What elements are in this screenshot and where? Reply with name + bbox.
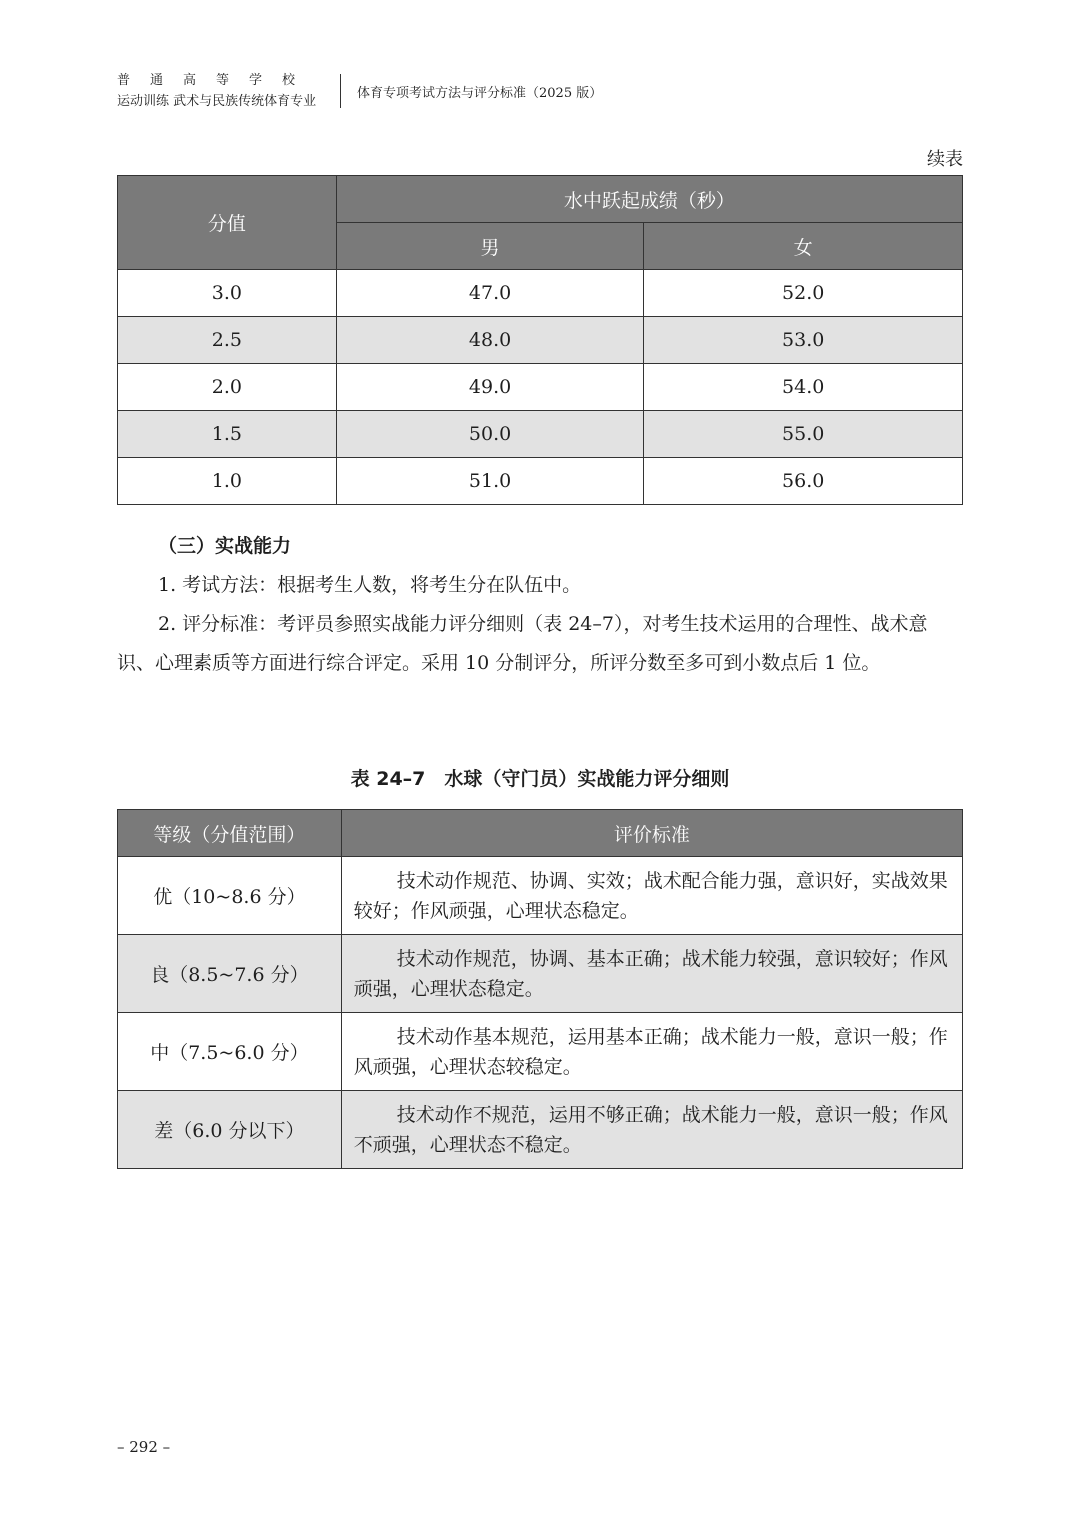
male-cell: 48.0 <box>336 317 644 364</box>
header-major: 运动训练 武术与民族传统体育专业 <box>117 94 317 109</box>
table-row <box>118 1013 963 1091</box>
score-cell: 3.0 <box>118 270 337 317</box>
male-cell: 50.0 <box>336 411 644 458</box>
criteria-cell: 技术动作基本规范，运用基本正确；战术能力一般，意识一般；作风顽强，心理状态较稳定。 <box>341 1013 962 1091</box>
paragraph-criteria: 2. 评分标准：考评员参照实战能力评分细则（表 24–7），对考生技术运用的合理性、战术意识、心理素质等方面进行综合评定。采用 10 分制评分，所评分数至多可到小数点后 1 位。 <box>117 613 928 674</box>
male-cell: 49.0 <box>336 364 644 411</box>
criteria-cell: 技术动作不规范，运用不够正确；战术能力一般，意识一般；作风不顽强，心理状态不稳定。 <box>341 1091 962 1169</box>
female-cell: 54.0 <box>644 364 963 411</box>
col-male-header: 男 <box>336 223 644 270</box>
col-group-header: 水中跃起成绩（秒） <box>336 176 962 223</box>
header-divider <box>340 74 341 108</box>
paragraph-method: 1. 考试方法：根据考生人数，将考生分在队伍中。 <box>158 574 582 596</box>
male-cell: 51.0 <box>336 458 644 505</box>
criteria-cell: 技术动作规范，协调、基本正确；战术能力较强，意识较好；作风顽强，心理状态稳定。 <box>341 935 962 1013</box>
table-row <box>118 270 963 317</box>
score-cell: 1.5 <box>118 411 337 458</box>
table-row <box>118 317 963 364</box>
grade-cell: 中（7.5~6.0 分） <box>118 1013 342 1091</box>
continued-label: 续表 <box>927 149 963 170</box>
criteria-cell: 技术动作规范、协调、实效；战术配合能力强，意识好，实战效果较好；作风顽强，心理状态稳定。 <box>341 857 962 935</box>
grade-cell: 优（10~8.6 分） <box>118 857 342 935</box>
table-row <box>118 935 963 1013</box>
table-row <box>118 458 963 505</box>
table-row <box>118 411 963 458</box>
score-cell: 2.5 <box>118 317 337 364</box>
col-score-header: 分值 <box>118 176 337 270</box>
female-cell: 52.0 <box>644 270 963 317</box>
header-school: 普通高等学校 <box>117 73 316 88</box>
female-cell: 53.0 <box>644 317 963 364</box>
table-row <box>118 857 963 935</box>
header-book-title: 体育专项考试方法与评分标准（2025 版） <box>357 86 603 101</box>
female-cell: 55.0 <box>644 411 963 458</box>
col-female-header: 女 <box>644 223 963 270</box>
score-table <box>117 175 963 505</box>
col-grade-header: 等级（分值范围） <box>118 810 342 857</box>
table-row <box>118 1091 963 1169</box>
grade-cell: 差（6.0 分以下） <box>118 1091 342 1169</box>
grade-cell: 良（8.5~7.6 分） <box>118 935 342 1013</box>
score-cell: 1.0 <box>118 458 337 505</box>
rating-table <box>117 809 963 1169</box>
table-row <box>118 364 963 411</box>
page-number: – 292 – <box>117 1438 171 1456</box>
running-header <box>117 72 316 112</box>
score-cell: 2.0 <box>118 364 337 411</box>
col-criteria-header: 评价标准 <box>341 810 962 857</box>
table-caption: 表 24–7 水球（守门员）实战能力评分细则 <box>350 768 730 790</box>
female-cell: 56.0 <box>644 458 963 505</box>
male-cell: 47.0 <box>336 270 644 317</box>
section-title: （三）实战能力 <box>158 535 292 557</box>
